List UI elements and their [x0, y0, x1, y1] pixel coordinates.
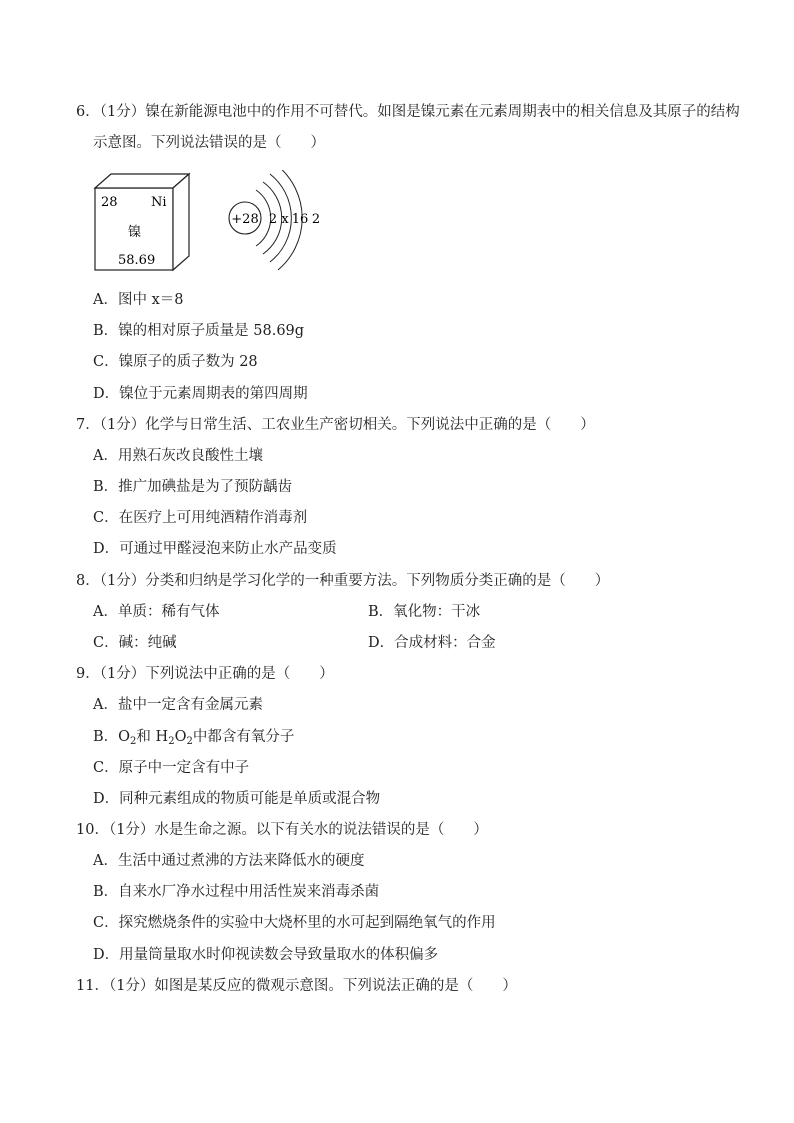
subscript: 2	[130, 736, 137, 747]
question-6-option-c: C．镍原子的质子数为 28	[93, 354, 258, 370]
question-7-option-d: D．可通过甲醛浸泡来防止水产品变质	[93, 541, 337, 557]
question-6-number: 6．	[76, 104, 100, 120]
atomic-number: 28	[101, 195, 118, 210]
question-7-option-b: B．推广加碘盐是为了预防龋齿	[93, 479, 293, 495]
question-9-option-b	[93, 725, 294, 747]
question-10-option-c: C．探究燃烧条件的实验中大烧杯里的水可起到隔绝氧气的作用	[93, 915, 496, 931]
shell-2-electrons: x	[281, 212, 289, 227]
question-8-stem: 8．（1分）分类和归纳是学习化学的一种重要方法。下列物质分类正确的是（ ）	[76, 573, 610, 589]
atomic-mass: 58.69	[118, 253, 156, 268]
question-9-option-a: A．盐中一定含有金属元素	[93, 697, 263, 713]
question-6-stem-line1: 镍在新能源电池中的作用不可替代。如图是镍元素在元素周期表中的相关信息及其原子的结构	[145, 104, 740, 120]
question-6-option-b: B．镍的相对原子质量是 58.69g	[93, 323, 305, 339]
question-7-option-c: C．在医疗上可用纯酒精作消毒剂	[93, 510, 308, 526]
subscript: 2	[186, 736, 193, 747]
shell-3-electrons: 16	[291, 212, 309, 227]
question-6-option-d: D．镍位于元素周期表的第四周期	[93, 386, 308, 402]
shell-1-electrons: 2	[268, 212, 278, 227]
question-10-option-b: B．自来水厂净水过程中用活性炭来消毒杀菌	[93, 884, 380, 900]
element-symbol: Ni	[151, 195, 167, 210]
question-8-option-d: D．合成材料：合金	[368, 635, 496, 651]
question-6-option-a: A．图中 x＝8	[93, 292, 184, 308]
question-8-option-a: A．单质：稀有气体	[93, 604, 220, 620]
question-6-stem-line2: 示意图。下列说法错误的是（ ）	[93, 135, 325, 151]
question-7-stem: 7．（1分）化学与日常生活、工农业生产密切相关。下列说法中正确的是（ ）	[76, 417, 595, 433]
question-9-option-b-mid: 和 H	[136, 729, 169, 745]
question-11-stem: 11．（1分）如图是某反应的微观示意图。下列说法正确的是（ ）	[76, 978, 517, 994]
shell-4-electrons: 2	[311, 212, 321, 227]
element-cell	[95, 174, 189, 270]
element-name: 镍	[128, 225, 142, 240]
question-10-option-a: A．生活中通过煮沸的方法来降低水的硬度	[93, 853, 365, 869]
question-10-option-d: D．用量筒量取水时仰视读数会导致量取水的体积偏多	[93, 947, 439, 963]
question-9-option-b-mid2: O	[174, 729, 187, 745]
question-6-score: （1分）	[99, 104, 146, 120]
question-9-option-b-suffix: 中都含有氧分子	[192, 729, 295, 745]
question-9-option-c: C．原子中一定含有中子	[93, 760, 250, 776]
question-9-option-d: D．同种元素组成的物质可能是单质或混合物	[93, 791, 381, 807]
question-8-option-b: B．氧化物：干冰	[368, 604, 481, 620]
question-9-stem: 9．（1分）下列说法中正确的是（ ）	[76, 666, 334, 682]
question-8-option-c: C．碱：纯碱	[93, 635, 177, 651]
question-7-option-a: A．用熟石灰改良酸性土壤	[93, 448, 263, 464]
question-9-option-b-prefix: B．O	[93, 729, 131, 745]
question-6	[76, 100, 740, 121]
nickel-figure	[92, 170, 332, 286]
subscript: 2	[168, 736, 175, 747]
question-10-stem: 10．（1分）水是生命之源。以下有关水的说法错误的是（ ）	[76, 822, 488, 838]
atom-structure-diagram	[229, 170, 320, 270]
nucleus-charge: +28	[231, 212, 259, 227]
